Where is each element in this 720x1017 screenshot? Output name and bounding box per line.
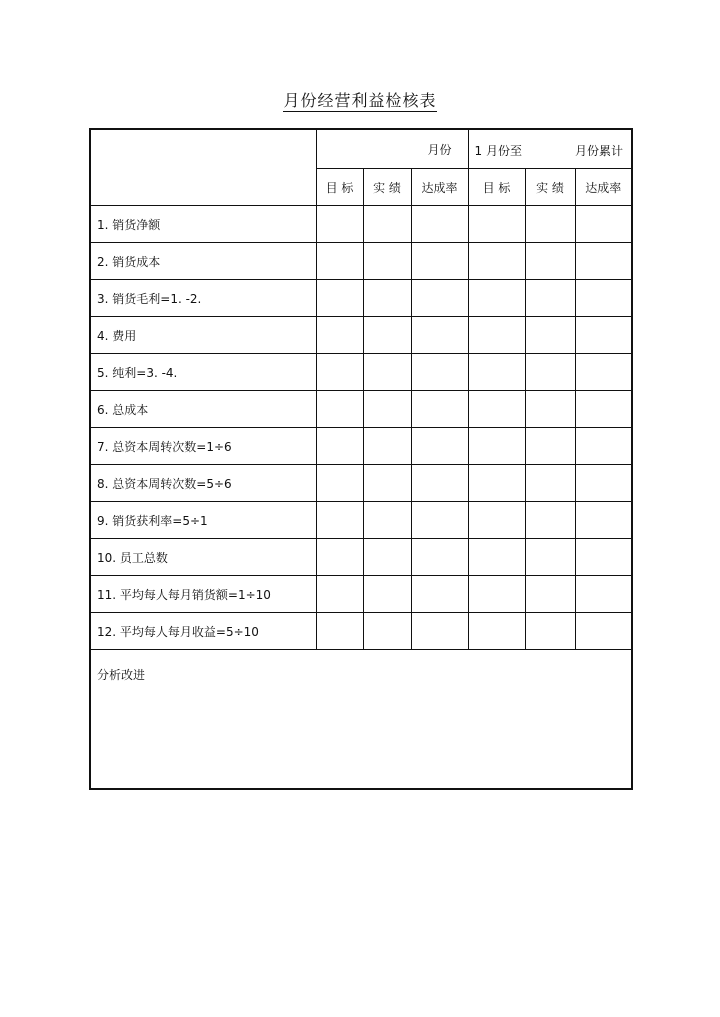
- row-label: 4. 费用: [90, 317, 316, 354]
- table-body: [90, 206, 632, 650]
- value-cell[interactable]: [363, 539, 411, 576]
- row-label: 7. 总资本周转次数=1÷6: [90, 428, 316, 465]
- value-cell[interactable]: [316, 428, 363, 465]
- row-label: 2. 销货成本: [90, 243, 316, 280]
- audit-table: [89, 128, 633, 790]
- header-month: 月份: [316, 129, 468, 169]
- table-row: [90, 465, 632, 502]
- value-cell[interactable]: [468, 428, 525, 465]
- subheader-actual: 实 绩: [363, 169, 411, 206]
- value-cell[interactable]: [525, 243, 575, 280]
- table-row: [90, 613, 632, 650]
- value-cell[interactable]: [411, 280, 468, 317]
- value-cell[interactable]: [575, 539, 632, 576]
- value-cell[interactable]: [525, 613, 575, 650]
- value-cell[interactable]: [411, 428, 468, 465]
- value-cell[interactable]: [468, 613, 525, 650]
- value-cell[interactable]: [316, 465, 363, 502]
- row-label: 12. 平均每人每月收益=5÷10: [90, 613, 316, 650]
- value-cell[interactable]: [468, 502, 525, 539]
- value-cell[interactable]: [575, 576, 632, 613]
- value-cell[interactable]: [411, 206, 468, 243]
- row-label: 8. 总资本周转次数=5÷6: [90, 465, 316, 502]
- value-cell[interactable]: [411, 317, 468, 354]
- value-cell[interactable]: [575, 280, 632, 317]
- value-cell[interactable]: [363, 354, 411, 391]
- analysis-label: 分析改进: [97, 668, 146, 682]
- value-cell[interactable]: [411, 465, 468, 502]
- table-row: [90, 317, 632, 354]
- value-cell[interactable]: [363, 243, 411, 280]
- header-cumulative: [468, 129, 632, 169]
- value-cell[interactable]: [468, 539, 525, 576]
- value-cell[interactable]: [468, 280, 525, 317]
- value-cell[interactable]: [363, 280, 411, 317]
- value-cell[interactable]: [316, 391, 363, 428]
- value-cell[interactable]: [525, 428, 575, 465]
- row-label: 3. 销货毛利=1. -2.: [90, 280, 316, 317]
- header-range-from: 1 月份至: [474, 144, 522, 158]
- value-cell[interactable]: [316, 206, 363, 243]
- table-row: [90, 539, 632, 576]
- value-cell[interactable]: [468, 465, 525, 502]
- value-cell[interactable]: [468, 317, 525, 354]
- subheader-target-cumulative: 目 标: [468, 169, 525, 206]
- row-label: 5. 纯利=3. -4.: [90, 354, 316, 391]
- table-row: [90, 428, 632, 465]
- value-cell[interactable]: [468, 206, 525, 243]
- value-cell[interactable]: [363, 428, 411, 465]
- value-cell[interactable]: [575, 354, 632, 391]
- value-cell[interactable]: [363, 465, 411, 502]
- table-row: [90, 280, 632, 317]
- table-row: [90, 502, 632, 539]
- value-cell[interactable]: [575, 206, 632, 243]
- value-cell[interactable]: [525, 465, 575, 502]
- value-cell[interactable]: [468, 243, 525, 280]
- value-cell[interactable]: [363, 391, 411, 428]
- value-cell[interactable]: [575, 428, 632, 465]
- subheader-actual-cumulative: 实 绩: [525, 169, 575, 206]
- value-cell[interactable]: [575, 465, 632, 502]
- value-cell[interactable]: [575, 391, 632, 428]
- value-cell[interactable]: [316, 243, 363, 280]
- value-cell[interactable]: [525, 354, 575, 391]
- value-cell[interactable]: [316, 502, 363, 539]
- value-cell[interactable]: [575, 613, 632, 650]
- value-cell[interactable]: [316, 576, 363, 613]
- value-cell[interactable]: [525, 539, 575, 576]
- value-cell[interactable]: [411, 576, 468, 613]
- value-cell[interactable]: [525, 576, 575, 613]
- value-cell[interactable]: [525, 280, 575, 317]
- value-cell[interactable]: [525, 502, 575, 539]
- value-cell[interactable]: [468, 354, 525, 391]
- table-row: [90, 576, 632, 613]
- value-cell[interactable]: [363, 613, 411, 650]
- row-label: 11. 平均每人每月销货额=1÷10: [90, 576, 316, 613]
- value-cell[interactable]: [363, 206, 411, 243]
- value-cell[interactable]: [411, 391, 468, 428]
- value-cell[interactable]: [316, 613, 363, 650]
- header-blank-cell: [90, 129, 316, 206]
- value-cell[interactable]: [525, 391, 575, 428]
- value-cell[interactable]: [363, 317, 411, 354]
- header-range-to: 月份累计: [574, 144, 623, 158]
- value-cell[interactable]: [363, 502, 411, 539]
- value-cell[interactable]: [411, 354, 468, 391]
- subheader-target: 目 标: [316, 169, 363, 206]
- row-label: 10. 员工总数: [90, 539, 316, 576]
- value-cell[interactable]: [411, 613, 468, 650]
- row-label: 9. 销货获利率=5÷1: [90, 502, 316, 539]
- value-cell[interactable]: [411, 502, 468, 539]
- row-label: 6. 总成本: [90, 391, 316, 428]
- subheader-rate: 达成率: [411, 169, 468, 206]
- table-row: [90, 391, 632, 428]
- row-label: 1. 销货净额: [90, 206, 316, 243]
- table-row: [90, 354, 632, 391]
- value-cell[interactable]: [575, 243, 632, 280]
- page-title: 月份经营利益检核表: [283, 91, 437, 110]
- value-cell[interactable]: [525, 317, 575, 354]
- value-cell[interactable]: [575, 317, 632, 354]
- value-cell[interactable]: [316, 354, 363, 391]
- value-cell[interactable]: [411, 243, 468, 280]
- value-cell[interactable]: [468, 391, 525, 428]
- value-cell[interactable]: [316, 317, 363, 354]
- value-cell[interactable]: [363, 576, 411, 613]
- value-cell[interactable]: [411, 539, 468, 576]
- table-row: [90, 206, 632, 243]
- value-cell[interactable]: [525, 206, 575, 243]
- subheader-rate-cumulative: 达成率: [575, 169, 632, 206]
- value-cell[interactable]: [468, 576, 525, 613]
- value-cell[interactable]: [575, 502, 632, 539]
- value-cell[interactable]: [316, 539, 363, 576]
- table-row: [90, 243, 632, 280]
- value-cell[interactable]: [316, 280, 363, 317]
- analysis-section[interactable]: [90, 650, 632, 790]
